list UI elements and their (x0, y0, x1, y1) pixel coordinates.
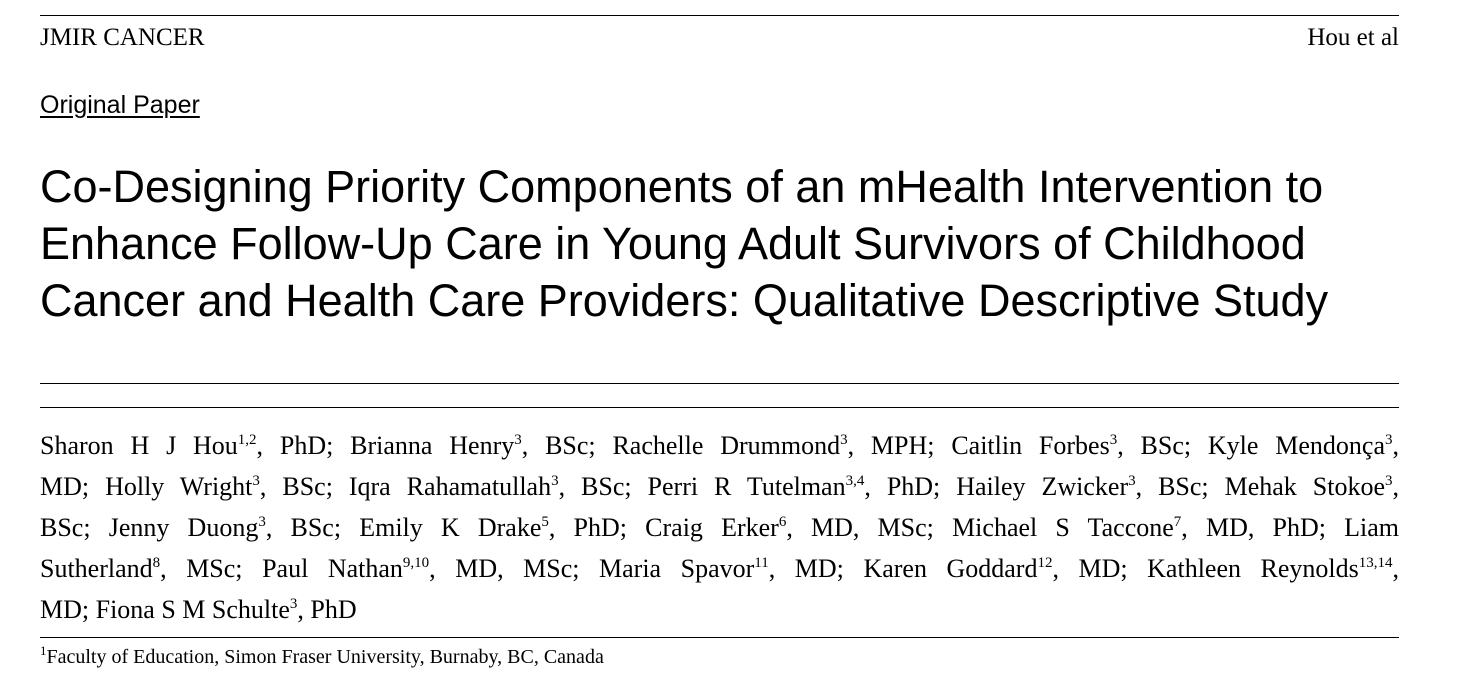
author-affiliation-marker: 3 (289, 596, 298, 612)
author-affiliation-marker: 3 (252, 473, 260, 489)
author-text: , MD; Kathleen Reynolds (1052, 554, 1359, 583)
author-text: Sharon H J Hou (40, 431, 238, 460)
author-text: , (1392, 554, 1399, 583)
author-text: , MD; Karen Goddard (768, 554, 1038, 583)
author-list (40, 425, 1399, 630)
author-text: Sutherland (40, 554, 153, 583)
author-text: , BSc; Perri R Tutelman (558, 472, 846, 501)
author-line (40, 507, 1399, 548)
author-text: , BSc; Rachelle Drummond (521, 431, 841, 460)
author-affiliation-marker: 3 (551, 473, 559, 489)
author-text: , (1392, 431, 1399, 460)
running-authors: Hou et al (1307, 24, 1399, 51)
title-line: Enhance Follow-Up Care in Young Adult Survivors of Childhood (40, 218, 1306, 269)
authors-top-rule (40, 407, 1399, 408)
author-text: MD; Holly Wright (40, 472, 253, 501)
author-affiliation-marker: 3 (1128, 473, 1136, 489)
author-affiliation-marker: 3 (1109, 432, 1118, 448)
author-affiliation-marker: 7 (1173, 514, 1182, 530)
affiliation-text: Faculty of Education, Simon Fraser University, Burnaby, BC, Canada (46, 646, 604, 668)
author-text: , MD, MSc; Maria Spavor (429, 554, 755, 583)
author-affiliation-marker: 5 (541, 514, 549, 530)
author-text: , MSc; Paul Nathan (160, 554, 403, 583)
article-type-label: Original Paper (40, 91, 200, 119)
author-text: , BSc; Iqra Rahamatullah (259, 472, 552, 501)
author-affiliation-marker: 9,10 (402, 555, 430, 571)
affiliations-rule (40, 637, 1399, 638)
author-text: , PhD; Brianna Henry (256, 431, 515, 460)
author-affiliation-marker: 11 (754, 555, 769, 571)
author-affiliation-marker: 1,2 (237, 432, 257, 448)
title-line: Cancer and Health Care Providers: Qualitative Descriptive Study (40, 275, 1329, 326)
author-text: , (1392, 472, 1399, 501)
article-title (40, 158, 1399, 329)
title-line: Co-Designing Priority Components of an mHealth Intervention to (40, 161, 1324, 212)
author-text: MD; Fiona S M Schulte (40, 595, 290, 624)
author-text: , PhD; Craig Erker (548, 513, 779, 542)
author-affiliation-marker: 3,4 (845, 473, 865, 489)
author-text: , MD, MSc; Michael S Taccone (786, 513, 1174, 542)
author-affiliation-marker: 6 (778, 514, 787, 530)
author-text: , PhD (297, 595, 357, 624)
author-affiliation-marker: 3 (1385, 432, 1393, 448)
author-affiliation-marker: 3 (258, 514, 266, 530)
title-divider-rule (40, 383, 1399, 384)
author-line (40, 548, 1399, 589)
author-text: , PhD; Hailey Zwicker (864, 472, 1129, 501)
author-affiliation-marker: 3 (514, 432, 522, 448)
author-affiliation-marker: 12 (1037, 555, 1053, 571)
affiliation-number: 1 (40, 643, 47, 658)
author-affiliation-marker: 8 (152, 555, 161, 571)
author-text: , BSc; Mehak Stokoe (1135, 472, 1385, 501)
author-line (40, 466, 1399, 507)
author-line (40, 589, 1399, 630)
author-text: , BSc; Kyle Mendonça (1117, 431, 1386, 460)
author-text: , MD, PhD; Liam (1181, 513, 1399, 542)
author-line (40, 425, 1399, 466)
author-text: BSc; Jenny Duong (40, 513, 259, 542)
author-affiliation-marker: 3 (840, 432, 848, 448)
journal-name: JMIR CANCER (40, 24, 205, 51)
article-page (40, 0, 1399, 676)
author-affiliation-marker: 13,14 (1358, 555, 1393, 571)
top-rule (40, 15, 1399, 16)
affiliation-1 (40, 643, 604, 671)
running-header (40, 23, 1399, 53)
author-text: , BSc; Emily K Drake (265, 513, 542, 542)
author-text: , MPH; Caitlin Forbes (847, 431, 1110, 460)
author-affiliation-marker: 3 (1384, 473, 1393, 489)
